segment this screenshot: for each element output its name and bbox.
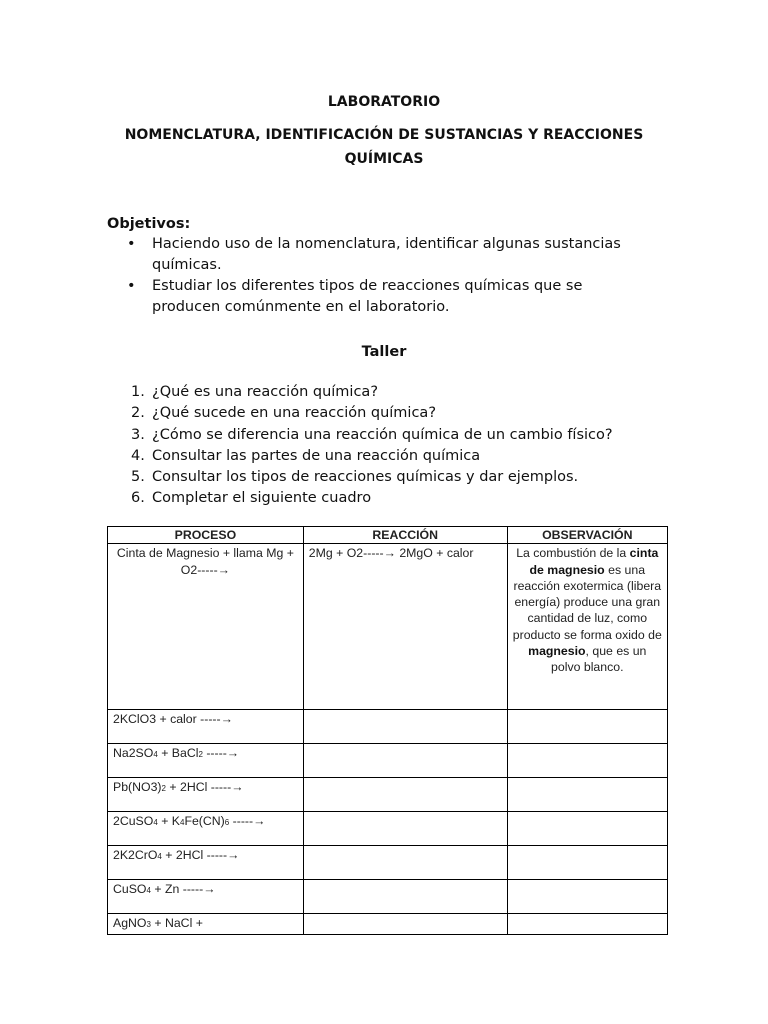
- question-text: ¿Cómo se diferencia una reacción química de un cambio físico?: [152, 426, 613, 443]
- subscript: 4: [157, 852, 162, 862]
- table-header-row: [108, 527, 668, 544]
- header-observacion: OBSERVACIÓN: [507, 527, 667, 544]
- proceso-text: 2K2CrO: [113, 848, 158, 863]
- cell-observacion[interactable]: [507, 744, 667, 778]
- cell-proceso: [108, 710, 304, 744]
- proceso-text: 2KClO3 + calor -----→: [113, 712, 233, 727]
- subscript: 3: [146, 920, 151, 930]
- question-item: [107, 382, 667, 403]
- proceso-text: Pb(NO3): [113, 780, 162, 795]
- proceso-text: AgNO: [113, 916, 147, 931]
- proceso-text: + K: [157, 814, 180, 829]
- proceso-text: Na2SO: [113, 746, 154, 761]
- subscript: 2: [161, 784, 166, 794]
- reaccion-text: 2Mg + O2-----→ 2MgO + calor: [308, 546, 474, 561]
- proceso-text: + 2HCl -----→: [161, 848, 240, 863]
- proceso-text: 2CuSO: [113, 814, 154, 829]
- cell-reaccion: [303, 544, 507, 710]
- question-text: Completar el siguiente cuadro: [152, 490, 372, 507]
- cell-observacion[interactable]: [507, 778, 667, 812]
- cell-reaccion[interactable]: [303, 744, 507, 778]
- cell-observacion[interactable]: [507, 710, 667, 744]
- cell-proceso: [108, 812, 304, 846]
- question-number: 5.: [131, 469, 145, 486]
- subscript: 4: [153, 818, 158, 828]
- question-number: 2.: [131, 405, 145, 422]
- cell-reaccion[interactable]: [303, 710, 507, 744]
- objectives-list: [107, 234, 647, 318]
- question-item: [107, 488, 667, 509]
- question-item: [107, 446, 667, 467]
- cell-proceso: [108, 880, 304, 914]
- subscript: 4: [180, 818, 185, 828]
- cell-proceso: [108, 914, 304, 934]
- cell-observacion[interactable]: [507, 880, 667, 914]
- taller-heading: Taller: [361, 344, 407, 360]
- objective-item: [107, 234, 647, 276]
- proceso-text: + BaCl: [157, 746, 199, 761]
- proceso-text: Cinta de Magnesio + llama Mg + O2-----→: [116, 546, 294, 577]
- header-proceso: PROCESO: [108, 527, 304, 544]
- cell-observacion[interactable]: [507, 846, 667, 880]
- obs-text: La combustión de la: [516, 546, 627, 561]
- header-reaccion: REACCIÓN: [303, 527, 507, 544]
- table-row: [108, 812, 668, 846]
- question-item: [107, 425, 667, 446]
- table-row: [108, 846, 668, 880]
- objective-text: Estudiar los diferentes tipos de reacciones químicas que se producen comúnmente en el laboratorio.: [152, 278, 583, 315]
- bullet-icon: •: [127, 236, 136, 252]
- cell-reaccion[interactable]: [303, 880, 507, 914]
- cell-proceso: [108, 846, 304, 880]
- proceso-text: CuSO: [113, 882, 147, 897]
- obs-text: , que es un polvo blanco.: [551, 644, 647, 675]
- subscript: 4: [146, 886, 151, 896]
- objective-item: [107, 276, 647, 318]
- obs-text: es una reacción exotermica (libera energía) produce una gran cantidad de luz, como producto se forma oxido de: [512, 562, 662, 642]
- question-number: 3.: [131, 426, 145, 443]
- document-subtitle: NOMENCLATURA, IDENTIFICACIÓN DE SUSTANCIAS Y REACCIONES QUÍMICAS: [124, 127, 644, 167]
- cell-observacion: [507, 544, 667, 710]
- table-row: [108, 544, 668, 710]
- table-row: [108, 880, 668, 914]
- subscript: 4: [153, 750, 158, 760]
- table-row: [108, 710, 668, 744]
- table-row: [108, 778, 668, 812]
- cell-observacion[interactable]: [507, 812, 667, 846]
- question-number: 1.: [131, 384, 145, 400]
- questions-list: [107, 382, 667, 510]
- subscript: 6: [224, 818, 230, 828]
- bullet-icon: •: [127, 278, 136, 294]
- cell-reaccion[interactable]: [303, 846, 507, 880]
- proceso-text: + 2HCl -----→: [165, 780, 244, 795]
- cell-observacion[interactable]: [507, 914, 667, 934]
- objectives-heading: Objetivos:: [107, 216, 191, 232]
- reactions-table: [107, 526, 668, 935]
- subscript: 2: [198, 750, 203, 760]
- proceso-text: -----→: [202, 746, 240, 761]
- obs-bold-text: magnesio: [528, 644, 586, 659]
- question-text: ¿Qué es una reacción química?: [152, 384, 379, 400]
- question-text: ¿Qué sucede en una reacción química?: [152, 405, 437, 422]
- cell-proceso: [108, 744, 304, 778]
- question-number: 6.: [131, 490, 145, 507]
- cell-reaccion[interactable]: [303, 914, 507, 934]
- proceso-text: + Zn -----→: [150, 882, 216, 897]
- question-text: Consultar las partes de una reacción química: [152, 447, 481, 464]
- question-text: Consultar los tipos de reacciones químicas y dar ejemplos.: [152, 469, 579, 486]
- objective-text: Haciendo uso de la nomenclatura, identificar algunas sustancias químicas.: [152, 236, 621, 273]
- table-row: [108, 914, 668, 934]
- question-item: [107, 467, 667, 488]
- cell-reaccion[interactable]: [303, 778, 507, 812]
- proceso-text: -----→: [229, 814, 266, 829]
- table-row: [108, 744, 668, 778]
- cell-proceso: [108, 544, 304, 710]
- cell-proceso: [108, 778, 304, 812]
- proceso-text: Fe(CN): [184, 814, 225, 829]
- document-title: LABORATORIO: [327, 94, 441, 110]
- question-item: [107, 403, 667, 424]
- proceso-text: + NaCl +: [150, 916, 203, 931]
- cell-reaccion[interactable]: [303, 812, 507, 846]
- question-number: 4.: [131, 447, 145, 464]
- obs-bold-text: cinta de magnesio: [529, 546, 659, 577]
